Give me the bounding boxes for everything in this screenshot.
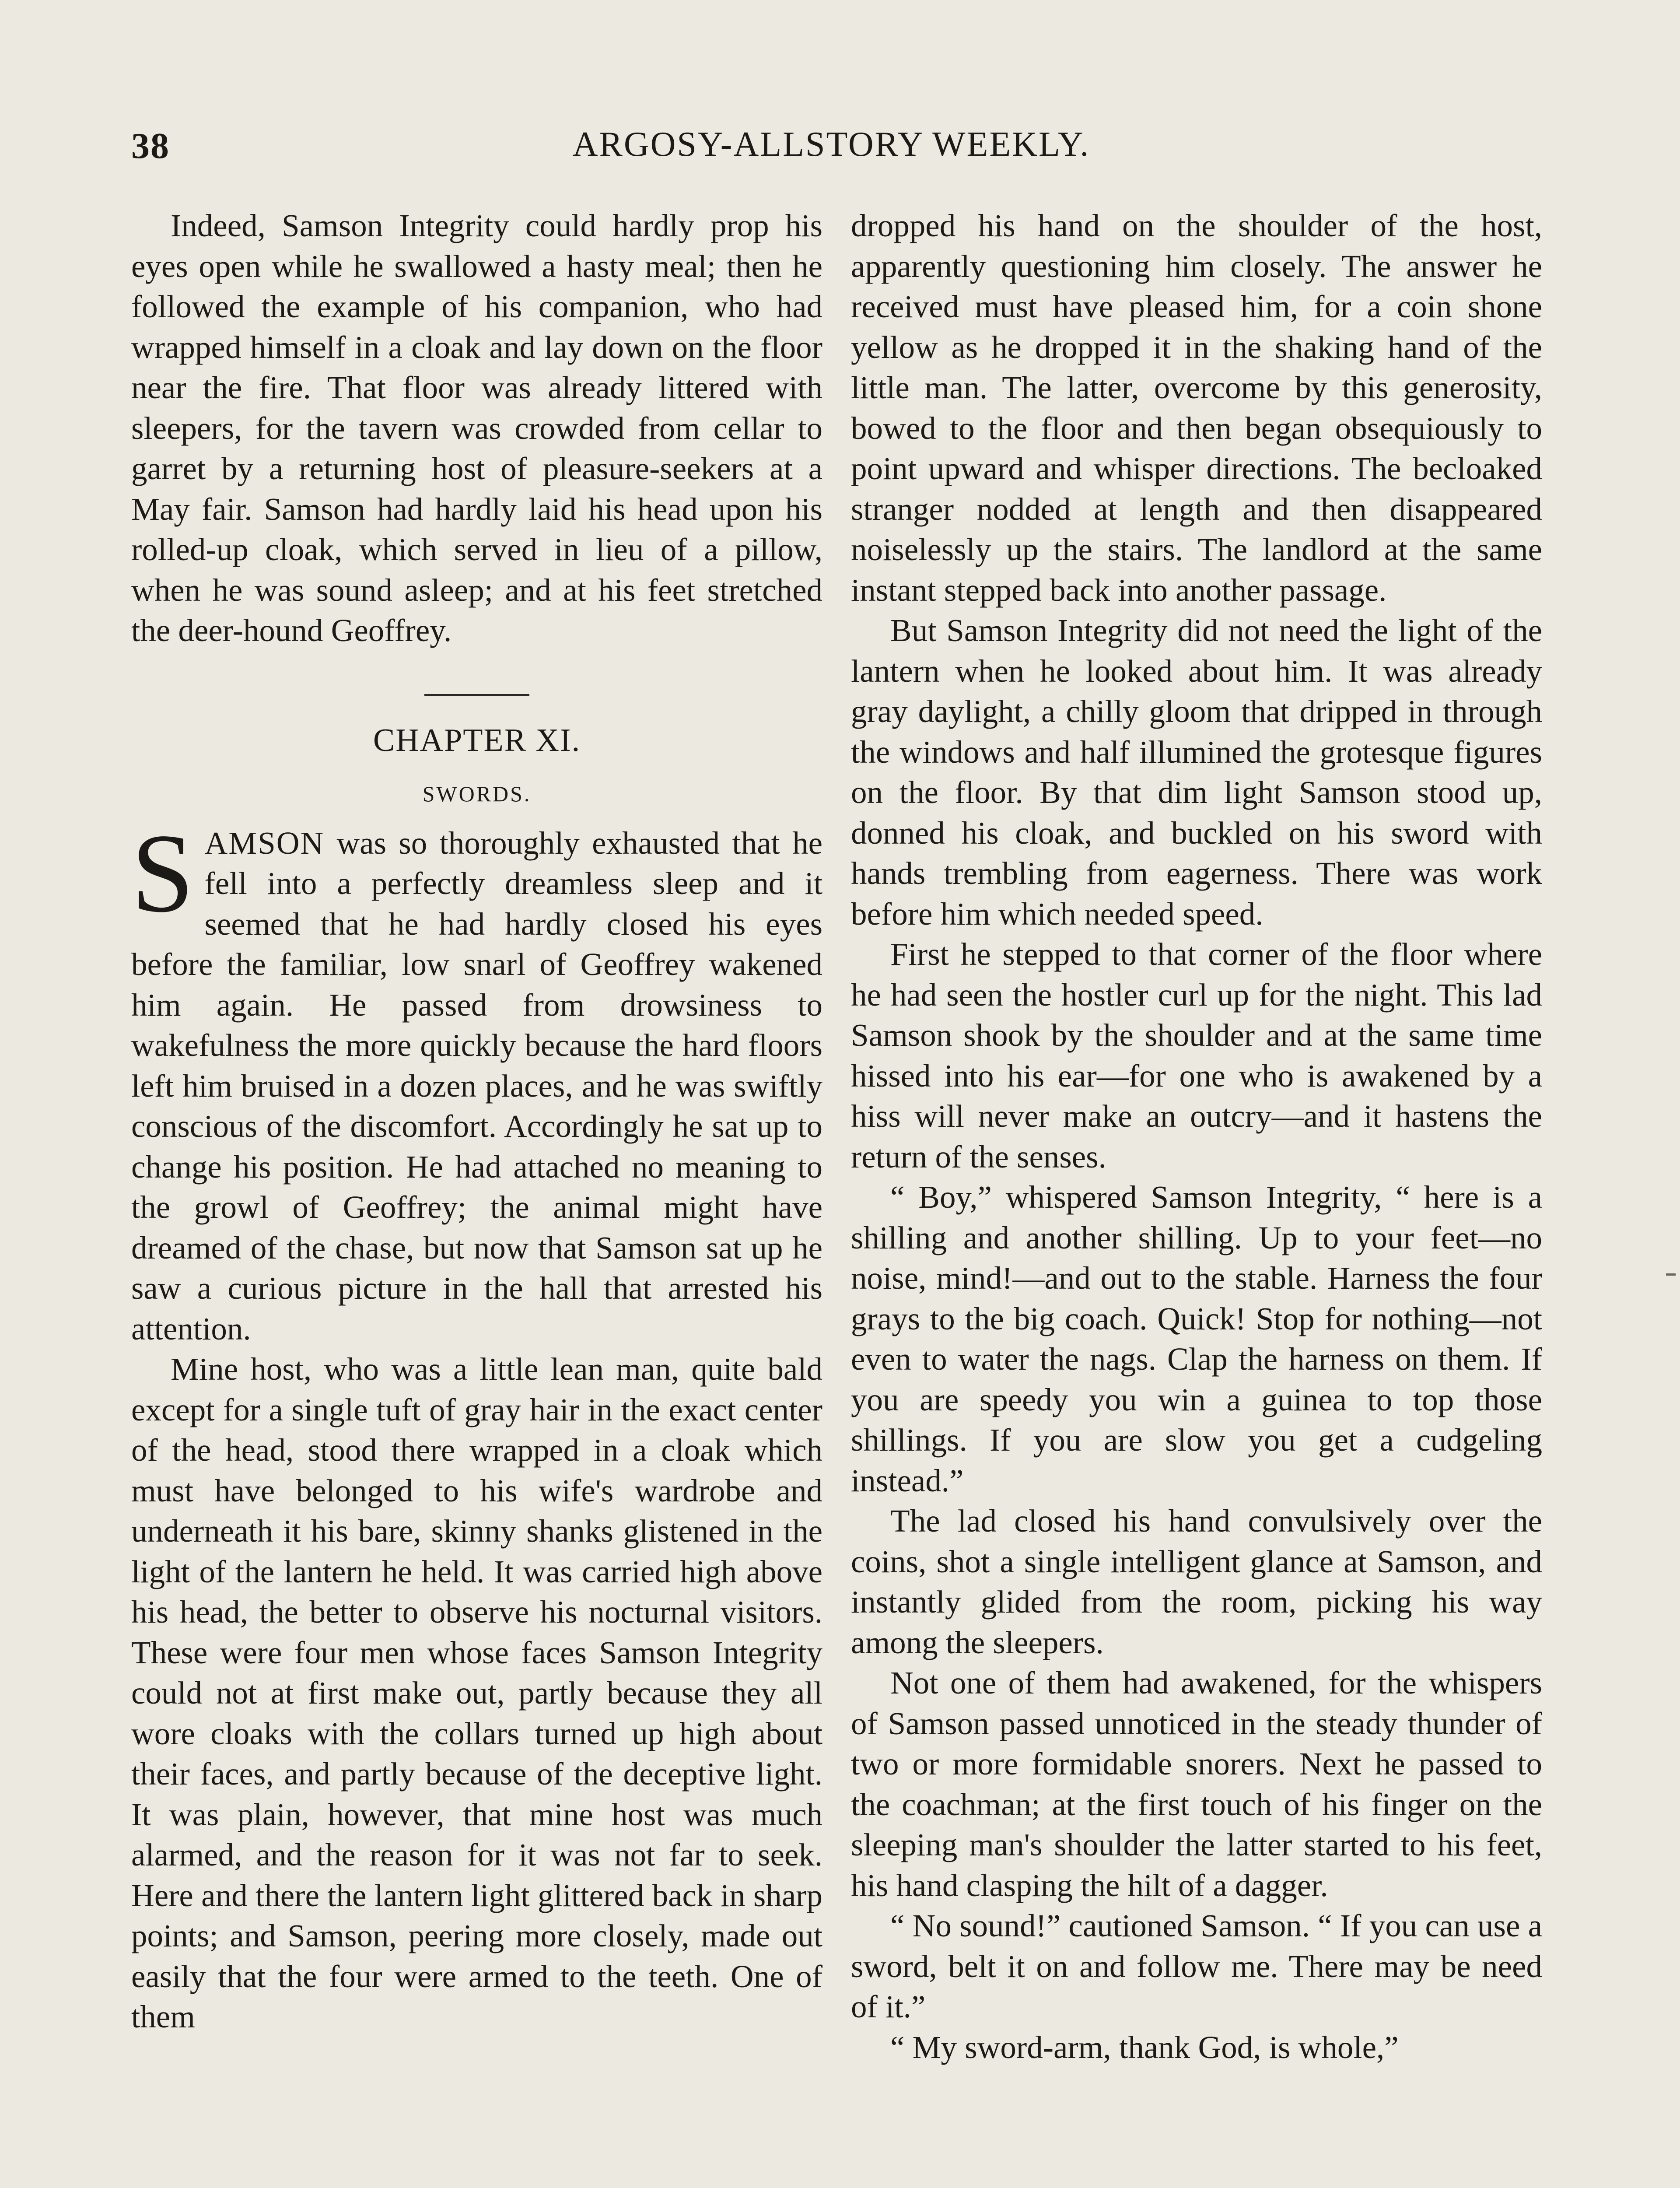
chapter-subtitle: SWORDS. xyxy=(422,782,532,806)
page-number: 38 xyxy=(131,126,170,166)
paragraph: “ Boy,” whispered Samson Integrity, “ here is a shilling and another shilling. Up to your feet—no noise, mind!—and out to the stable. Harness the four grays to the big coach. Quick! Stop for nothing—not even to water the nags. Clap the harness on them. If you are speedy you win a guinea to top those shillings. If you are slow you get a cudgeling instead.” xyxy=(851,1179,1542,1498)
paragraph-text: was so thoroughly exhausted that he fell into a perfectly dreamless sleep and it seemed that he had hardly closed his eyes before the familiar, low snarl of Geoffrey wakened him again. He passed from drowsiness to wakefulness the more quickly because the hard floors left him bruised in a dozen places, and he was swiftly conscious of the discomfort. Accordingly he sat up to change his position. He had attached no meaning to the growl of Geoffrey; the animal might have dreamed of the chase, but now that Samson sat up he saw a curious picture in the hall that arrested his attention. xyxy=(131,825,822,1346)
paragraph: But Samson Integrity did not need the light of the lantern when he looked about him. It was already gray daylight, a chilly gloom that dripped in through the windows and half illumined the grotesque figures on the floor. By that dim light Samson stood up, donned his cloak, and buckled on his sword with hands trembling from eagerness. There was work before him which needed speed. xyxy=(851,613,1542,932)
paragraph: dropped his hand on the shoulder of the host, apparently questioning him closely. The answer he received must have pleased him, for a coin shone yellow as he dropped it in the shaking hand of the little man. The latter, overcome by this generosity, bowed to the floor and then began obsequiously to point upward and whisper directions. The becloaked stranger nodded at length and then disappeared noiselessly up the stairs. The landlord at the same instant stepped back into another passage. xyxy=(851,208,1542,608)
page-header xyxy=(131,125,1531,177)
right-column xyxy=(851,206,1542,2068)
paragraph: “ No sound!” cautioned Samson. “ If you can use a sword, belt it on and follow me. There may be need of it.” xyxy=(851,1908,1542,2024)
running-head: ARGOSY-ALLSTORY WEEKLY. xyxy=(572,125,1090,164)
paragraph: Mine host, who was a little lean man, quite bald except for a single tuft of gray hair in the exact center of the head, stood there wrapped in a cloak which must have belonged to his wife's wardrobe and underneath it his bare, skinny shanks glistened in the light of the lantern he held. It was carried high above his head, the better to observe his nocturnal visitors. These were four men whose faces Samson Integrity could not at first make out, partly because they all wore cloaks with the collars turned up high about their faces, and partly because of the deceptive light. It was plain, however, that mine host was much alarmed, and the reason for it was not far to seek. Here and there the lantern light glittered back in sharp points; and Samson, peering more closely, made out easily that the four were armed to the teeth. One of them xyxy=(131,1351,822,2034)
chapter-title: CHAPTER XI. xyxy=(373,722,581,758)
paragraph: The lad closed his hand convulsively over the coins, shot a single intelligent glance at Samson, and instantly glided from the room, picking his way among the sleepers. xyxy=(851,1503,1542,1660)
paragraph: “ My sword-arm, thank God, is whole,” xyxy=(890,2029,1399,2065)
margin-mark xyxy=(1666,1273,1676,1276)
left-column xyxy=(131,206,822,2037)
paragraph: Not one of them had awakened, for the whispers of Samson passed unnoticed in the steady thunder of two or more formidable snorers. Next he passed to the coachman; at the first touch of his finger on the sleeping man's shoulder the latter started to his feet, his hand clasping the hilt of a dagger. xyxy=(851,1665,1542,1903)
section-divider xyxy=(424,694,529,696)
paragraph: First he stepped to that corner of the floor where he had seen the hostler curl up for the night. This lad Samson shook by the shoulder and at the same time hissed into his ear—for one who is awakened by a hiss will never make an outcry—and it hastens the return of the senses. xyxy=(851,936,1542,1175)
drop-cap: S xyxy=(131,810,194,936)
paragraph: Indeed, Samson Integrity could hardly prop his eyes open while he swallowed a hasty meal; then he followed the example of his companion, who had wrapped himself in a cloak and lay down on the floor near the fire. That floor was already littered with sleepers, for the tavern was crowded from cellar to garret by a returning host of pleasure-seekers at a May fair. Samson had hardly laid his head upon his rolled-up cloak, which served in lieu of a pillow, when he was sound asleep; and at his feet stretched the deer-hound Geoffrey. xyxy=(131,208,822,648)
opening-word: AMSON xyxy=(204,825,325,861)
dropcap-paragraph xyxy=(131,810,822,1350)
